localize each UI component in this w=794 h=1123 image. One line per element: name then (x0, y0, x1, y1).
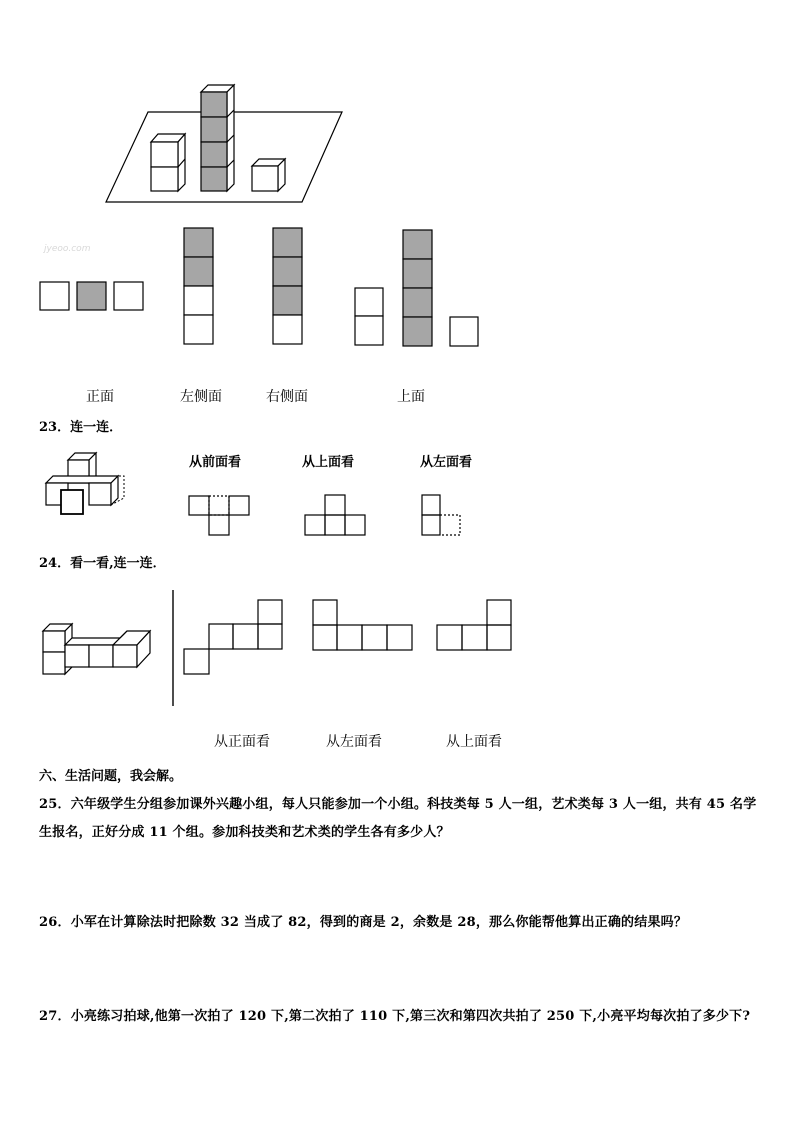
q23-label-front: 从前面看 (189, 455, 242, 470)
label-left-side: 左侧面 (180, 389, 222, 405)
q24-option-staircase (184, 600, 282, 674)
q23-title: 23．连一连． (39, 420, 123, 435)
q24-label-top: 从上面看 (446, 734, 502, 750)
q26-text: 26．小军在计算除法时把除数 32 当成了 82，得到的商是 2，余数是 28，那么你能帮他算出正确的结果吗？ (39, 915, 688, 930)
q24-label-front: 从正面看 (214, 734, 270, 750)
label-top: 上面 (397, 389, 425, 405)
q24-title: 24．看一看,连一连． (39, 556, 166, 571)
label-right-side: 右侧面 (266, 389, 308, 405)
q23-label-left: 从左面看 (420, 455, 473, 470)
q24-option-row-left-top (313, 600, 412, 650)
q24-label-left: 从左面看 (326, 734, 382, 750)
q24-option-row-right-top (437, 600, 511, 650)
q27-text: 27．小亮练习拍球,他第一次拍了 120 下,第二次拍了 110 下,第三次和第四次共拍了 250 下,小亮平均每次拍了多少下? (39, 1009, 751, 1024)
q23-label-top: 从上面看 (302, 455, 355, 470)
watermark-text: jyeoo.com (44, 244, 91, 254)
label-front: 正面 (86, 389, 114, 405)
q25-text: 25．六年级学生分组参加课外兴趣小组，每人只能参加一个小组。科技类每 5 人一组，艺术类每 3 人一组，共有 45 名学生报名，正好分成 11 个组。参加科技类和艺术类的学生各有多少人？ (39, 797, 757, 840)
section6-title: 六、生活问题，我会解。 (39, 769, 183, 784)
